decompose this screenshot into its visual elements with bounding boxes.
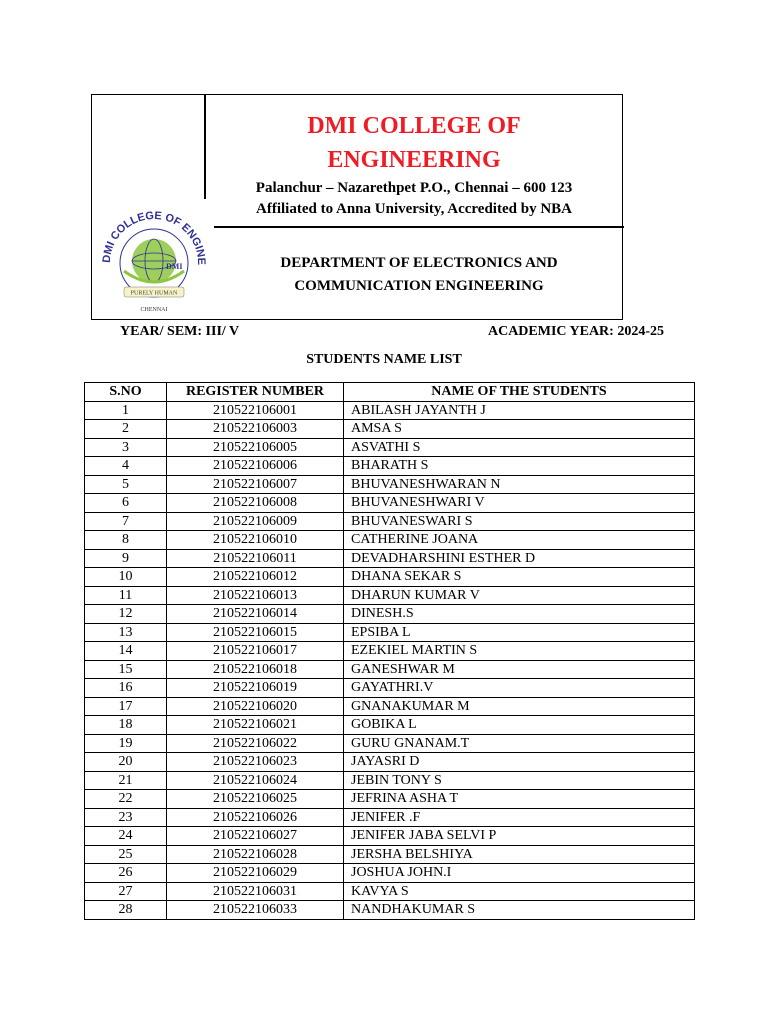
- cell-student-name: DHARUN KUMAR V: [344, 586, 695, 605]
- cell-sno: 10: [85, 568, 167, 587]
- department-line1: DEPARTMENT OF ELECTRONICS AND: [280, 255, 558, 271]
- table-row: [85, 568, 695, 587]
- cell-sno: 12: [85, 605, 167, 624]
- cell-sno: 18: [85, 716, 167, 735]
- cell-student-name: EZEKIEL MARTIN S: [344, 642, 695, 661]
- cell-register-number: 210522106027: [167, 827, 344, 846]
- cell-student-name: DINESH.S: [344, 605, 695, 624]
- cell-student-name: JENIFER .F: [344, 808, 695, 827]
- table-row: [85, 790, 695, 809]
- cell-register-number: 210522106010: [167, 531, 344, 550]
- table-row: [85, 512, 695, 531]
- cell-sno: 1: [85, 401, 167, 420]
- table-row: [85, 716, 695, 735]
- college-header: [91, 94, 623, 320]
- table-row: [85, 679, 695, 698]
- college-logo: [94, 201, 214, 317]
- cell-sno: 28: [85, 901, 167, 920]
- cell-register-number: 210522106014: [167, 605, 344, 624]
- cell-register-number: 210522106006: [167, 457, 344, 476]
- header-divider-horizontal: [214, 226, 624, 228]
- table-row: [85, 586, 695, 605]
- table-row: [85, 827, 695, 846]
- cell-student-name: KAVYA S: [344, 882, 695, 901]
- cell-student-name: GAYATHRI.V: [344, 679, 695, 698]
- cell-register-number: 210522106021: [167, 716, 344, 735]
- table-row: [85, 753, 695, 772]
- cell-register-number: 210522106020: [167, 697, 344, 716]
- cell-register-number: 210522106026: [167, 808, 344, 827]
- table-row: [85, 845, 695, 864]
- table-row: [85, 438, 695, 457]
- department-name: [214, 252, 624, 298]
- cell-register-number: 210522106001: [167, 401, 344, 420]
- cell-sno: 17: [85, 697, 167, 716]
- cell-register-number: 210522106012: [167, 568, 344, 587]
- cell-sno: 13: [85, 623, 167, 642]
- table-row: [85, 901, 695, 920]
- logo-center-text: DMI: [166, 262, 183, 271]
- table-row: [85, 697, 695, 716]
- cell-student-name: JAYASRI D: [344, 753, 695, 772]
- table-row: [85, 401, 695, 420]
- cell-student-name: JOSHUA JOHN.I: [344, 864, 695, 883]
- cell-student-name: JENIFER JABA SELVI P: [344, 827, 695, 846]
- logo-motto: PURELY HUMAN: [130, 290, 178, 297]
- academic-year: ACADEMIC YEAR: 2024-25: [487, 324, 664, 339]
- cell-register-number: 210522106022: [167, 734, 344, 753]
- list-title: STUDENTS NAME LIST: [306, 352, 462, 367]
- cell-register-number: 210522106008: [167, 494, 344, 513]
- cell-register-number: 210522106013: [167, 586, 344, 605]
- cell-register-number: 210522106003: [167, 420, 344, 439]
- logo-ring-text: DMI COLLEGE OF ENGINE: [100, 209, 208, 266]
- cell-sno: 23: [85, 808, 167, 827]
- cell-register-number: 210522106009: [167, 512, 344, 531]
- cell-sno: 4: [85, 457, 167, 476]
- cell-student-name: AMSA S: [344, 420, 695, 439]
- cell-student-name: NANDHAKUMAR S: [344, 901, 695, 920]
- cell-student-name: JEFRINA ASHA T: [344, 790, 695, 809]
- cell-student-name: BHUVANESHWARAN N: [344, 475, 695, 494]
- table-row: [85, 531, 695, 550]
- cell-register-number: 210522106033: [167, 901, 344, 920]
- cell-sno: 26: [85, 864, 167, 883]
- table-row: [85, 882, 695, 901]
- cell-sno: 3: [85, 438, 167, 457]
- cell-student-name: BHUVANESHWARI V: [344, 494, 695, 513]
- address-line1: Palanchur – Nazarethpet P.O., Chennai – 600 123: [255, 180, 573, 196]
- cell-register-number: 210522106031: [167, 882, 344, 901]
- cell-student-name: ABILASH JAYANTH J: [344, 401, 695, 420]
- cell-register-number: 210522106023: [167, 753, 344, 772]
- college-name: [204, 109, 624, 177]
- cell-sno: 5: [85, 475, 167, 494]
- cell-sno: 8: [85, 531, 167, 550]
- cell-sno: 27: [85, 882, 167, 901]
- cell-sno: 2: [85, 420, 167, 439]
- cell-student-name: EPSIBA L: [344, 623, 695, 642]
- table-row: [85, 771, 695, 790]
- table-row: [85, 494, 695, 513]
- table-row: [85, 457, 695, 476]
- cell-sno: 16: [85, 679, 167, 698]
- cell-register-number: 210522106011: [167, 549, 344, 568]
- cell-register-number: 210522106018: [167, 660, 344, 679]
- college-address: [204, 178, 624, 220]
- cell-register-number: 210522106007: [167, 475, 344, 494]
- table-row: [85, 549, 695, 568]
- cell-student-name: DHANA SEKAR S: [344, 568, 695, 587]
- cell-student-name: GOBIKA L: [344, 716, 695, 735]
- table-row: [85, 475, 695, 494]
- table-row: [85, 642, 695, 661]
- cell-student-name: GANESHWAR M: [344, 660, 695, 679]
- cell-register-number: 210522106029: [167, 864, 344, 883]
- cell-sno: 22: [85, 790, 167, 809]
- header-register-number: REGISTER NUMBER: [167, 383, 344, 402]
- table-header-row: [85, 383, 695, 402]
- college-name-line2: ENGINEERING: [327, 147, 501, 173]
- cell-sno: 19: [85, 734, 167, 753]
- cell-student-name: GURU GNANAM.T: [344, 734, 695, 753]
- cell-sno: 15: [85, 660, 167, 679]
- cell-student-name: JERSHA BELSHIYA: [344, 845, 695, 864]
- cell-register-number: 210522106025: [167, 790, 344, 809]
- cell-register-number: 210522106024: [167, 771, 344, 790]
- cell-student-name: GNANAKUMAR M: [344, 697, 695, 716]
- table-row: [85, 623, 695, 642]
- table-row: [85, 420, 695, 439]
- students-table: [84, 382, 695, 920]
- cell-student-name: JEBIN TONY S: [344, 771, 695, 790]
- cell-sno: 9: [85, 549, 167, 568]
- cell-student-name: DEVADHARSHINI ESTHER D: [344, 549, 695, 568]
- cell-register-number: 210522106015: [167, 623, 344, 642]
- table-row: [85, 864, 695, 883]
- cell-sno: 20: [85, 753, 167, 772]
- college-name-line1: DMI COLLEGE OF: [307, 113, 521, 139]
- cell-student-name: CATHERINE JOANA: [344, 531, 695, 550]
- department-line2: COMMUNICATION ENGINEERING: [294, 278, 544, 294]
- cell-student-name: BHUVANESWARI S: [344, 512, 695, 531]
- cell-register-number: 210522106017: [167, 642, 344, 661]
- table-row: [85, 808, 695, 827]
- cell-sno: 11: [85, 586, 167, 605]
- table-row: [85, 734, 695, 753]
- cell-sno: 14: [85, 642, 167, 661]
- address-line2: Affiliated to Anna University, Accredited by NBA: [256, 201, 572, 217]
- cell-sno: 25: [85, 845, 167, 864]
- cell-student-name: BHARATH S: [344, 457, 695, 476]
- cell-student-name: ASVATHI S: [344, 438, 695, 457]
- header-sno: S.NO: [85, 383, 167, 402]
- cell-sno: 21: [85, 771, 167, 790]
- logo-place: CHENNAI: [140, 307, 168, 313]
- header-student-name: NAME OF THE STUDENTS: [344, 383, 695, 402]
- cell-register-number: 210522106005: [167, 438, 344, 457]
- table-row: [85, 660, 695, 679]
- cell-register-number: 210522106019: [167, 679, 344, 698]
- table-row: [85, 605, 695, 624]
- cell-sno: 7: [85, 512, 167, 531]
- cell-register-number: 210522106028: [167, 845, 344, 864]
- year-semester: YEAR/ SEM: III/ V: [120, 324, 240, 339]
- cell-sno: 6: [85, 494, 167, 513]
- cell-sno: 24: [85, 827, 167, 846]
